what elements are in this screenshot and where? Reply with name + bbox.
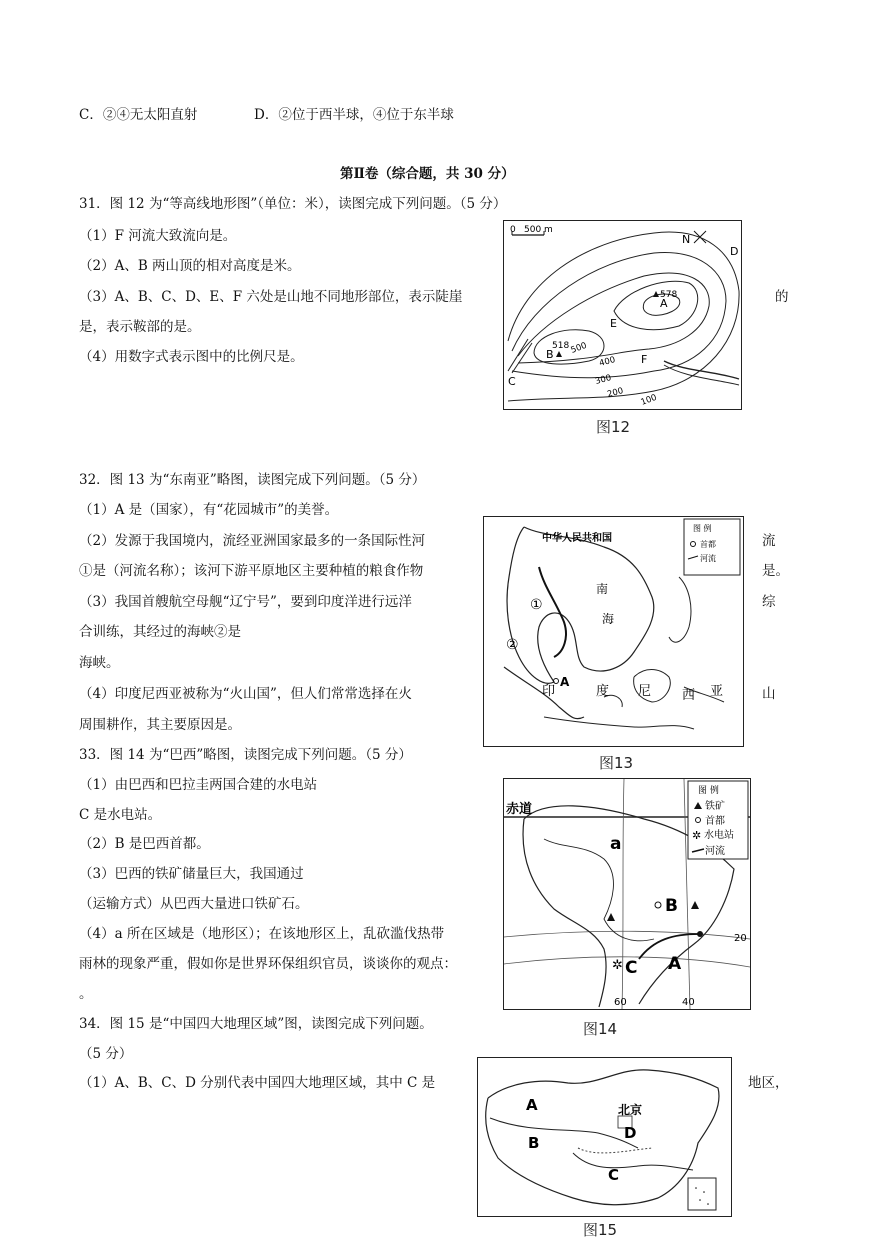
indonesia-1: 印: [542, 684, 556, 699]
q32-sub3: （3）我国首艘航空母舰“辽宁号”，要到印度洋进行远洋: [79, 594, 412, 610]
legend-title: 图 例: [698, 786, 719, 796]
lat-20: 20: [734, 933, 747, 944]
label-b: B: [665, 896, 678, 916]
south-sea-1: 南: [596, 582, 609, 596]
figure-14-caption: 图14: [583, 1020, 618, 1038]
section-title: 第Ⅱ卷（综合题，共 30 分）: [340, 166, 515, 182]
q34-score: （5 分）: [79, 1046, 133, 1062]
contour-300: 300: [594, 373, 613, 387]
q31-stem: 31．图 12 为“等高线地形图”（单位：米），读图完成下列问题。（5 分）: [79, 196, 507, 212]
figure-15-caption: 图15: [583, 1221, 618, 1239]
figure-14-brazil-map: [503, 778, 751, 1010]
elev-b: 518: [552, 341, 570, 351]
legend-hydro: 水电站: [704, 830, 734, 841]
q32-stem: 32．图 13 为“东南亚”略图，读图完成下列问题。（5 分）: [79, 472, 426, 488]
contour-200: 200: [606, 386, 625, 400]
q34-sub1: （1）A、B、C、D 分别代表中国四大地理区域，其中 C 是: [79, 1075, 436, 1091]
q33-sub2: （2）B 是巴西首都。: [79, 836, 210, 852]
contour-400: 400: [598, 355, 617, 369]
q33-sub1-cont: C 是水电站。: [79, 807, 162, 823]
q33-stem: 33．图 14 为“巴西”略图，读图完成下列问题。（5 分）: [79, 747, 412, 763]
q33-sub4: （4）a 所在区域是（地形区）；在该地形区上，乱砍滥伐热带: [79, 926, 445, 942]
indonesia-3: 尼: [638, 684, 652, 699]
lon-60: 60: [614, 997, 627, 1008]
q31-sub4: （4）用数字式表示图中的比例尺是。: [79, 349, 304, 365]
q34-stem: 34．图 15 是“中国四大地理区域”图，读图完成下列问题。: [79, 1016, 433, 1032]
point-d-label: D: [730, 245, 739, 258]
indonesia-5: 亚: [710, 684, 724, 699]
region-d: D: [624, 1124, 637, 1142]
figure-13-caption: 图13: [599, 754, 634, 772]
scale-label: 500 m: [524, 225, 553, 235]
q32-sub4-cont: 周围耕作，其主要原因是。: [79, 717, 241, 733]
region-b: B: [528, 1134, 540, 1152]
q32-sub4-tail: 山: [762, 686, 776, 702]
q32-sub1: （1）A 是（国家），有“花园城市”的美誉。: [79, 502, 339, 518]
north-label: N: [682, 233, 691, 246]
legend-capital: 首都: [705, 816, 725, 827]
q31-sub2: （2）A、B 两山顶的相对高度是米。: [79, 258, 301, 274]
q32-sub2-cont: ①是（河流名称）；该河下游平原地区主要种植的粮食作物: [79, 563, 424, 579]
figure-13-southeast-asia-map: [483, 516, 744, 747]
contour-100: 100: [639, 392, 659, 408]
point-f-label: F: [641, 353, 648, 366]
q31-sub3: （3）A、B、C、D、E、F 六处是山地不同地形部位，表示陡崖: [79, 289, 463, 305]
point-a-label: A: [660, 297, 668, 310]
point-a-label: A: [560, 675, 570, 689]
q33-sub4-cont: 雨林的现象严重，假如你是世界环保组织官员，谈谈你的观点：: [79, 956, 457, 972]
river-mark-1: ①: [530, 597, 543, 613]
south-sea-2: 海: [602, 612, 615, 626]
option-d: D．②位于西半球，④位于东半球: [254, 107, 454, 123]
q31-sub3-tail: 的: [775, 289, 789, 305]
legend-river: 河流: [705, 846, 725, 857]
region-c: C: [608, 1166, 620, 1184]
label-c: C: [625, 958, 638, 978]
q32-sub2-cont-tail: 是。: [762, 563, 789, 579]
label-a: A: [668, 954, 682, 974]
q32-sub3-end: 海峡。: [79, 655, 120, 671]
indonesia-4: 西: [682, 688, 696, 703]
hydro-station-symbol: ✲: [612, 958, 623, 973]
q32-sub2: （2）发源于我国境内，流经亚洲国家最多的一条国际性河: [79, 533, 426, 549]
q33-sub4-end: 。: [79, 986, 93, 1002]
beijing-label: 北京: [618, 1103, 643, 1117]
q32-sub3-cont: 合训练，其经过的海峡②是: [79, 624, 241, 640]
legend-iron: 铁矿: [705, 801, 725, 812]
point-c-label: C: [508, 375, 516, 388]
label-a-small: a: [610, 834, 622, 854]
china-label: 中华人民共和国: [542, 533, 612, 544]
option-c: C．②④无太阳直射: [79, 107, 198, 123]
figure-12-caption: 图12: [596, 418, 631, 436]
contour-500: 500: [569, 340, 589, 356]
figure-15-china-regions-map: [477, 1057, 732, 1217]
q33-sub1: （1）由巴西和巴拉圭两国合建的水电站: [79, 777, 318, 793]
figure-12-contour-map: [503, 220, 742, 410]
q32-sub4: （4）印度尼西亚被称为“火山国”，但人们常常选择在火: [79, 686, 412, 702]
q31-sub1: （1）F 河流大致流向是。: [79, 228, 237, 244]
q33-sub3-cont: （运输方式）从巴西大量进口铁矿石。: [79, 896, 309, 912]
q33-sub3: （3）巴西的铁矿储量巨大，我国通过: [79, 866, 304, 882]
q32-sub3-tail: 综: [762, 594, 776, 610]
point-e-label: E: [610, 317, 617, 330]
strait-mark-2: ②: [506, 637, 519, 653]
scale-zero: 0: [510, 225, 516, 235]
equator-label: 赤道: [506, 802, 533, 817]
point-b-label: B: [546, 348, 554, 361]
legend-river: 河流: [700, 554, 716, 563]
q32-sub2-tail: 流: [762, 533, 776, 549]
q34-sub1-tail: 地区，: [748, 1075, 789, 1091]
elev-a: 578: [660, 290, 678, 300]
q31-sub3-cont: 是，表示鞍部的是。: [79, 319, 201, 335]
legend-title: 图 例: [693, 524, 712, 533]
region-a: A: [526, 1096, 538, 1114]
lon-40: 40: [682, 997, 695, 1008]
indonesia-2: 度: [596, 684, 610, 699]
legend-capital: 首都: [700, 540, 716, 549]
legend-hydro-symbol: ✲: [692, 829, 702, 842]
